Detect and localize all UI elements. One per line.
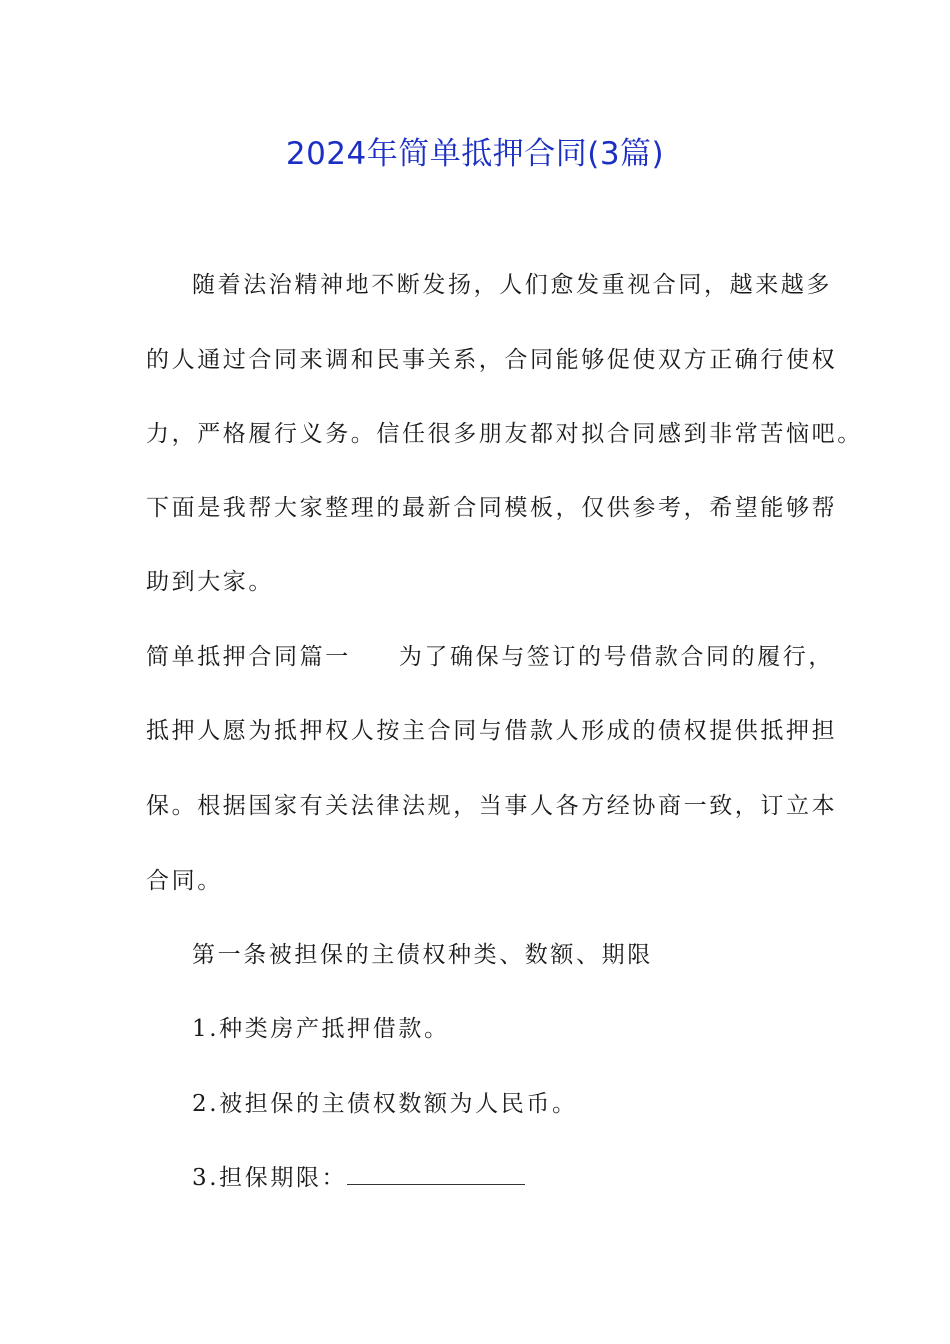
section-heading: 简单抵押合同篇一 bbox=[146, 644, 351, 670]
intro-line-5: 助到大家。 bbox=[146, 569, 274, 595]
list-item-term bbox=[192, 1163, 525, 1193]
section-line-4: 合同。 bbox=[146, 868, 223, 894]
term-blank-field bbox=[347, 1166, 525, 1185]
article-title: 第一条被担保的主债权种类、数额、期限 bbox=[192, 942, 653, 968]
section-line-3: 保。根据国家有关法律法规，当事人各方经协商一致，订立本 bbox=[146, 793, 838, 819]
intro-line-1: 随着法治精神地不断发扬，人们愈发重视合同，越来越多 bbox=[192, 272, 832, 298]
section-line-2: 抵押人愿为抵押权人按主合同与借款人形成的债权提供抵押担 bbox=[146, 718, 838, 744]
section-first-line bbox=[146, 642, 834, 672]
intro-line-3: 力，严格履行义务。信任很多朋友都对拟合同感到非常苦恼吧。 bbox=[146, 421, 863, 447]
term-label: 3.担保期限： bbox=[192, 1165, 348, 1191]
section-first-text: 为了确保与签订的号借款合同的履行， bbox=[398, 644, 835, 670]
intro-line-4: 下面是我帮大家整理的最新合同模板，仅供参考，希望能够帮 bbox=[146, 495, 838, 521]
list-item: 2.被担保的主债权数额为人民币。 bbox=[192, 1091, 578, 1117]
list-item: 1.种类房产抵押借款。 bbox=[192, 1016, 450, 1042]
document-title: 2024年简单抵押合同(3篇) bbox=[285, 136, 665, 172]
intro-line-2: 的人通过合同来调和民事关系，合同能够促使双方正确行使权 bbox=[146, 347, 838, 373]
